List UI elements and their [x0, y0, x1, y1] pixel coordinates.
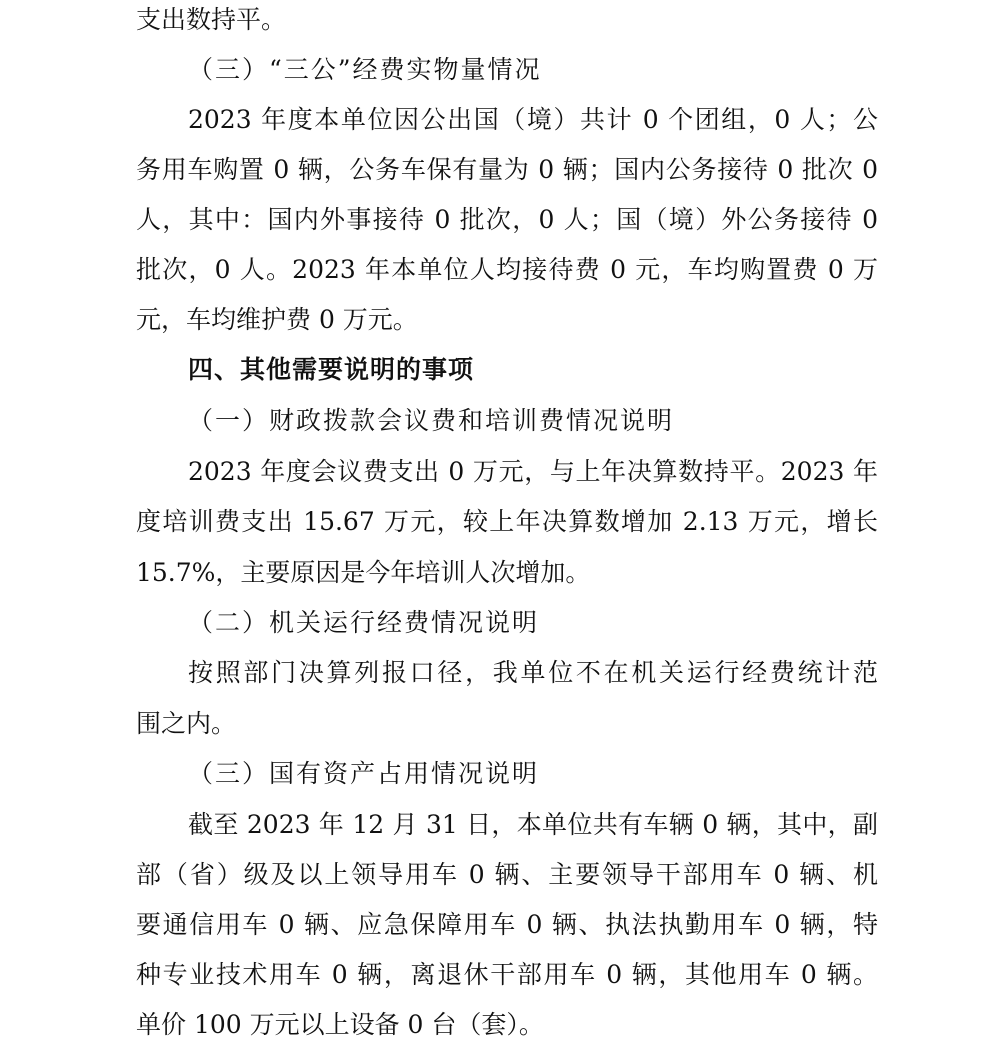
paragraph-line: 种专业技术用车 0 辆，离退休干部用车 0 辆，其他用车 0 辆。: [136, 960, 878, 989]
section-subheading: （三）国有资产占用情况说明: [188, 759, 540, 788]
section-subheading: （二）机关运行经费情况说明: [188, 608, 540, 637]
paragraph-line: 务用车购置 0 辆，公务车保有量为 0 辆；国内公务接待 0 批次 0: [136, 155, 878, 184]
paragraph-line: 围之内。: [136, 709, 237, 738]
section-subheading: （一）财政拨款会议费和培训费情况说明: [188, 406, 675, 435]
paragraph-line: 批次，0 人。2023 年本单位人均接待费 0 元，车均购置费 0 万: [136, 255, 878, 284]
paragraph-line: 度培训费支出 15.67 万元，较上年决算数增加 2.13 万元，增长: [136, 507, 878, 536]
paragraph-line: 2023 年度会议费支出 0 万元，与上年决算数持平。2023 年: [188, 457, 878, 486]
paragraph-line: 支出数持平。: [136, 5, 287, 34]
paragraph-line: 截至 2023 年 12 月 31 日，本单位共有车辆 0 辆，其中，副: [188, 810, 878, 839]
paragraph-line: 15.7%，主要原因是今年培训人次增加。: [136, 558, 591, 587]
paragraph-line: 2023 年度本单位因公出国（境）共计 0 个团组，0 人；公: [188, 105, 878, 134]
paragraph-line: 部（省）级及以上领导用车 0 辆、主要领导干部用车 0 辆、机: [136, 860, 878, 889]
section-subheading: （三）“三公”经费实物量情况: [188, 55, 542, 84]
paragraph-line: 人，其中：国内外事接待 0 批次，0 人；国（境）外公务接待 0: [136, 205, 878, 234]
paragraph-line: 单价 100 万元以上设备 0 台（套）。: [136, 1010, 544, 1039]
paragraph-line: 元，车均维护费 0 万元。: [136, 305, 418, 334]
section-heading: 四、其他需要说明的事项: [188, 355, 475, 384]
paragraph-line: 按照部门决算列报口径，我单位不在机关运行经费统计范: [188, 658, 878, 687]
paragraph-line: 要通信用车 0 辆、应急保障用车 0 辆、执法执勤用车 0 辆，特: [136, 910, 878, 939]
